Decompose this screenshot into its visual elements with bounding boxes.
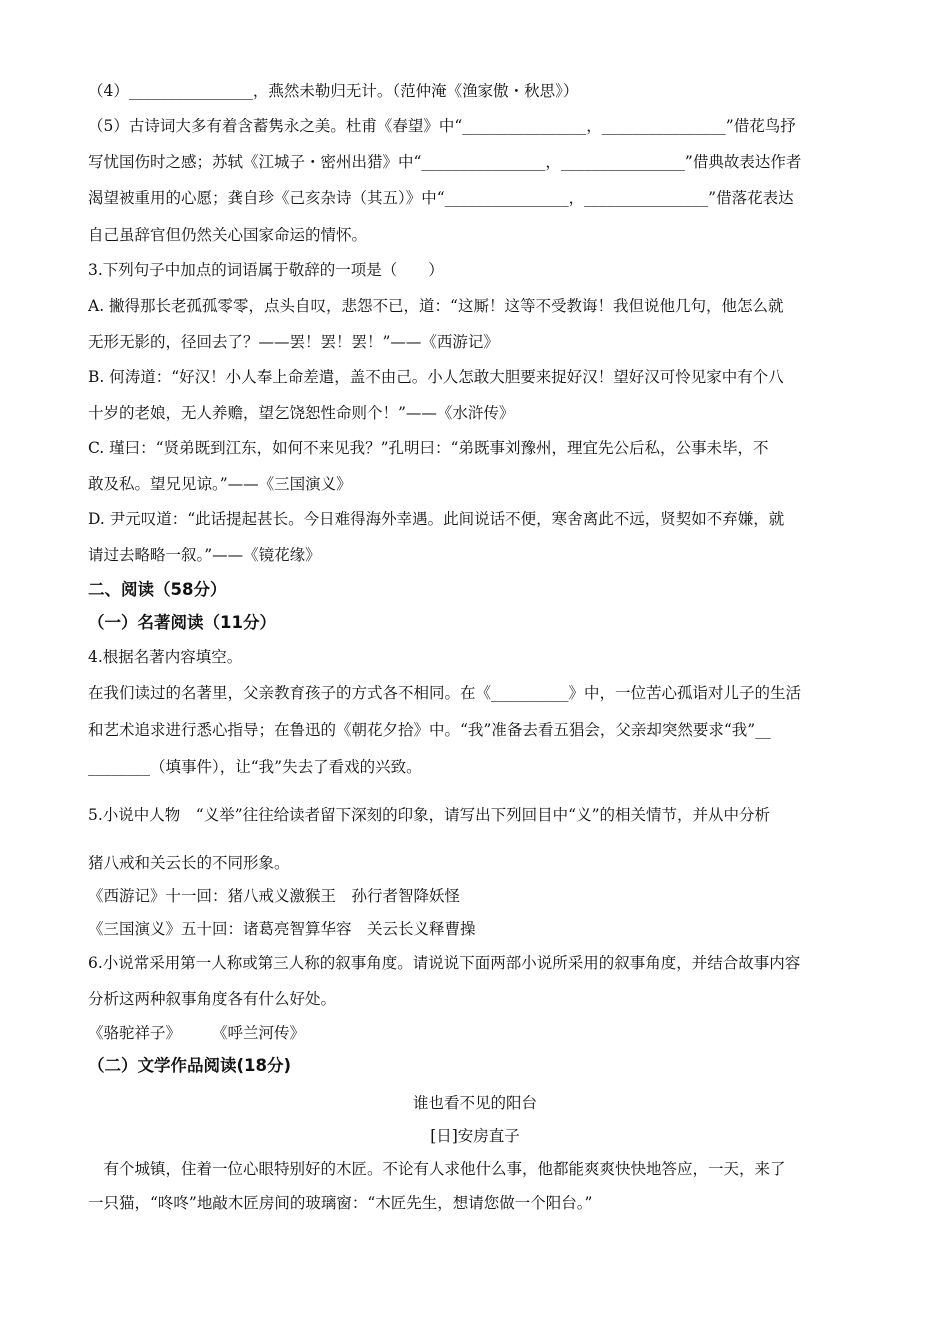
emphasis-dotted-char: 人 bbox=[241, 368, 257, 386]
option-c-line-2: 敢及私。望兄见谅。”——《三国演义》 bbox=[88, 475, 352, 493]
option-b-line-1: B. 何涛道：“好汉！小人奉上命差遣，盖不由己。小人怎敢大胆要来捉好汉！望好汉可怜见家中有个八 bbox=[88, 368, 784, 386]
option-a-line-1: A. 撇得那长老孤孤零零，点头自叹，悲怨不已，道：“这厮！这等不受教诲！我但说他几句，他怎么就 bbox=[88, 297, 784, 315]
emphasis-dotted-char: 这 bbox=[457, 297, 474, 315]
poem-fill-item-5-line-2: 写忧国伤时之感；苏轼《江城子・密州出猎》中“________________，________________”借典故表达作者 bbox=[88, 153, 802, 171]
option-a-line-2: 无形无影的，径回去了？——罢！罢！罢！”——《西游记》 bbox=[88, 333, 499, 351]
question-6-stem-line-1: 6.小说常采用第一人称或第三人称的叙事角度。请说说下面两部小说所采用的叙事角度，并结合故事内容 bbox=[88, 954, 801, 972]
question-5-stem-line-1: 5.小说中人物 “义举”往往给读者留下深刻的印象，请写出下列回目中“义”的相关情节，并从中分析 bbox=[88, 806, 770, 824]
emphasis-dotted-char: 厮 bbox=[473, 297, 490, 315]
question-4-body-line-3: ________（填事件），让“我”失去了看戏的兴致。 bbox=[88, 758, 422, 776]
option-d-line-1: D. 尹元叹道：“此话提起甚长。今日难得海外幸遇。此间说话不便，寒舍离此不远，贤契如不弃嫌，就 bbox=[88, 510, 785, 528]
question-4-body-line-2: 和艺术追求进行悉心指导；在鲁迅的《朝花夕拾》中。“我”准备去看五猖会，父亲却突然要求“我”__ bbox=[88, 721, 771, 739]
article-author: [日]安房直子 bbox=[430, 1127, 520, 1145]
subsection-heading-literature: （二）文学作品阅读(18分) bbox=[88, 1056, 292, 1075]
question-4-body-line-1: 在我们读过的名著里，父亲教育孩子的方式各不相同。在《__________》中，一位苦心孤诣对儿子的生活 bbox=[88, 684, 802, 702]
option-c-line-1: C. 瑾曰：“贤弟既到江东，如何不来见我？”孔明曰：“弟既事刘豫州，理宜先公后私，公事未毕，不 bbox=[88, 439, 769, 457]
article-paragraph-line-2: 一只猫，“咚咚”地敲木匠房间的玻璃窗：“木匠先生，想请您做一个阳台。” bbox=[88, 1194, 593, 1212]
question-4-stem: 4.根据名著内容填空。 bbox=[88, 648, 243, 666]
poem-fill-item-5-line-1: （5）古诗词大多有着含蓄隽永之美。杜甫《春望》中“________________，________________”借花鸟抒 bbox=[88, 117, 796, 135]
emphasis-dotted-char: 贤 bbox=[163, 439, 180, 457]
option-b-line-2: 十岁的老娘，无人养赡，望乞饶恕性命则个！”——《水浒传》 bbox=[88, 404, 515, 422]
emphasis-dotted-char: 寒 bbox=[551, 510, 568, 528]
question-6-stem-line-2: 分析这两种叙事角度各有什么好处。 bbox=[88, 990, 337, 1008]
poem-fill-item-5-line-4: 自己虽辞官但仍然关心国家命运的情怀。 bbox=[88, 226, 368, 244]
poem-fill-item-5-line-3: 渴望被重用的心愿；龚自珍《己亥杂诗（其五）》中“________________，________________”借落花表达 bbox=[88, 189, 794, 207]
subsection-heading-classics: （一）名著阅读（11分） bbox=[88, 613, 276, 632]
option-d-line-2: 请过去略略一叙。”——《镜花缘》 bbox=[88, 546, 321, 564]
poem-fill-item-4: （4）________________，燕然未勒归无计。（范仲淹《渔家傲・秋思》） bbox=[88, 82, 579, 100]
question-5-chapter-xiyouji: 《西游记》十一回：猪八戒义激猴王 孙行者智降妖怪 bbox=[88, 887, 461, 905]
question-3-stem: 3.下列句子中加点的词语属于敬辞的一项是（ ） bbox=[88, 261, 444, 279]
question-6-book-titles: 《骆驼祥子》 《呼兰河传》 bbox=[88, 1024, 306, 1042]
emphasis-dotted-char: 弟 bbox=[179, 439, 195, 457]
article-paragraph-line-1: 有个城镇，住着一位心眼特别好的木匠。不论有人求他什么事，他都能爽爽快快地答应，一天，来了 bbox=[88, 1160, 786, 1178]
question-5-stem-line-2: 猪八戒和关云长的不同形象。 bbox=[88, 854, 290, 872]
emphasis-dotted-char: 舍 bbox=[567, 510, 583, 528]
article-title: 谁也看不见的阳台 bbox=[412, 1094, 537, 1112]
section-heading-reading: 二、阅读（58分） bbox=[88, 580, 227, 599]
question-5-chapter-sanguo: 《三国演义》五十回：诸葛亮智算华容 关云长义释曹操 bbox=[88, 920, 476, 938]
emphasis-dotted-char: 小 bbox=[225, 368, 242, 386]
